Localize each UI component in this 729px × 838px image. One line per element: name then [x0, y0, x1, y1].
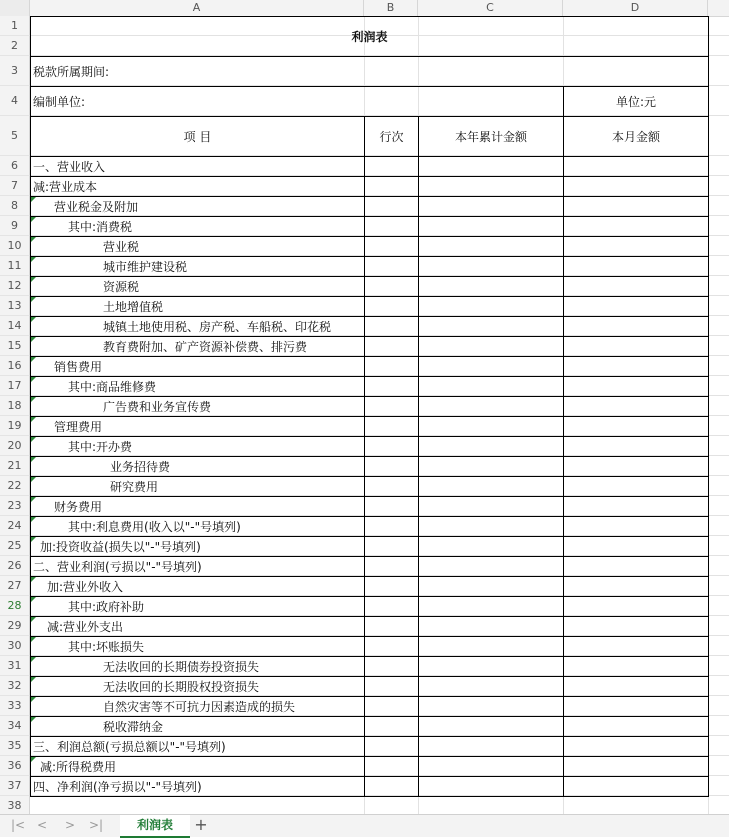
column-header-bar — [30, 0, 729, 17]
row-header[interactable]: 25 — [0, 536, 30, 556]
item-cell[interactable] — [31, 397, 365, 417]
month-amount-cell[interactable] — [564, 777, 709, 797]
item-cell[interactable] — [31, 357, 365, 377]
item-cell[interactable] — [31, 437, 365, 457]
row-header[interactable]: 3 — [0, 56, 30, 86]
month-amount-cell[interactable] — [564, 677, 709, 697]
ytd-amount-cell[interactable] — [419, 477, 564, 497]
line-cell[interactable] — [365, 377, 419, 397]
unit-cell[interactable] — [564, 87, 709, 117]
select-all-corner[interactable] — [0, 0, 30, 16]
line-cell[interactable] — [365, 417, 419, 437]
row-header[interactable]: 13 — [0, 296, 30, 316]
item-label: 其中:开办费 — [68, 440, 133, 454]
item-label: 土地增值税 — [103, 300, 164, 314]
row-header[interactable]: 33 — [0, 696, 30, 716]
item-label: 研究费用 — [110, 480, 159, 494]
row-header[interactable]: 15 — [0, 336, 30, 356]
row-header[interactable]: 18 — [0, 396, 30, 416]
error-indicator-icon — [31, 417, 36, 422]
table-row — [31, 717, 709, 737]
line-cell[interactable] — [365, 577, 419, 597]
item-label: 减:所得税费用 — [40, 760, 117, 774]
month-amount-cell[interactable] — [564, 617, 709, 637]
line-cell[interactable] — [365, 257, 419, 277]
line-cell[interactable] — [365, 777, 419, 797]
item-cell[interactable] — [31, 597, 365, 617]
month-amount-cell[interactable] — [564, 197, 709, 217]
line-cell[interactable] — [365, 337, 419, 357]
row-header[interactable]: 1 — [0, 16, 30, 36]
error-indicator-icon — [31, 317, 36, 322]
tax-period-label: 税款所属期间: — [33, 65, 110, 79]
row-header[interactable]: 37 — [0, 776, 30, 796]
ytd-amount-cell[interactable] — [419, 757, 564, 777]
error-indicator-icon — [31, 277, 36, 282]
next-sheet-icon[interactable]: > — [64, 818, 76, 832]
ytd-amount-cell[interactable] — [419, 277, 564, 297]
item-cell[interactable] — [31, 617, 365, 637]
row-header[interactable]: 34 — [0, 716, 30, 736]
month-amount-cell[interactable] — [564, 157, 709, 177]
row-header[interactable]: 10 — [0, 236, 30, 256]
month-amount-cell[interactable] — [564, 717, 709, 737]
month-amount-cell[interactable] — [564, 737, 709, 757]
item-label: 三、利润总额(亏损总额以"-"号填列) — [33, 740, 226, 754]
line-cell[interactable] — [365, 737, 419, 757]
table-row — [31, 637, 709, 657]
item-label: 其中:消费税 — [68, 220, 133, 234]
row-header[interactable]: 5 — [0, 116, 30, 156]
item-cell[interactable] — [31, 557, 365, 577]
error-indicator-icon — [31, 537, 36, 542]
item-label: 资源税 — [103, 280, 140, 294]
line-cell[interactable] — [365, 677, 419, 697]
line-cell[interactable] — [365, 317, 419, 337]
item-label: 其中:利息费用(收入以"-"号填列) — [68, 520, 241, 534]
table-row — [31, 737, 709, 757]
table-row — [31, 237, 709, 257]
ytd-amount-cell[interactable] — [419, 417, 564, 437]
item-label: 营业税金及附加 — [54, 200, 139, 214]
month-amount-cell[interactable] — [564, 397, 709, 417]
ytd-amount-cell[interactable] — [419, 697, 564, 717]
item-cell[interactable] — [31, 457, 365, 477]
item-label: 无法收回的长期股权投资损失 — [103, 680, 260, 694]
item-label: 销售费用 — [54, 360, 103, 374]
row-header[interactable]: 21 — [0, 456, 30, 476]
ytd-amount-cell[interactable] — [419, 717, 564, 737]
ytd-amount-cell[interactable] — [419, 557, 564, 577]
error-indicator-icon — [31, 257, 36, 262]
first-sheet-icon[interactable]: |< — [10, 818, 26, 832]
column-header-d[interactable]: D — [563, 0, 708, 16]
prev-sheet-icon[interactable]: < — [36, 818, 48, 832]
row-header[interactable]: 29 — [0, 616, 30, 636]
ytd-amount-cell[interactable] — [419, 237, 564, 257]
item-cell[interactable] — [31, 177, 365, 197]
line-cell[interactable] — [365, 177, 419, 197]
row-header[interactable]: 23 — [0, 496, 30, 516]
company-cell[interactable] — [31, 87, 564, 117]
item-cell[interactable] — [31, 337, 365, 357]
line-cell[interactable] — [365, 597, 419, 617]
sheet-tab-profit[interactable]: 利润表 — [120, 815, 190, 838]
ytd-amount-cell[interactable] — [419, 337, 564, 357]
ytd-amount-cell[interactable] — [419, 377, 564, 397]
item-cell[interactable] — [31, 537, 365, 557]
line-cell[interactable] — [365, 157, 419, 177]
item-cell[interactable] — [31, 497, 365, 517]
item-cell[interactable] — [31, 577, 365, 597]
error-indicator-icon — [31, 297, 36, 302]
item-label: 城镇土地使用税、房产税、车船税、印花税 — [103, 320, 332, 334]
header-month-amount[interactable]: 本月金额 — [564, 117, 709, 157]
item-label: 管理费用 — [54, 420, 103, 434]
error-indicator-icon — [31, 577, 36, 582]
item-label: 加:营业外收入 — [47, 580, 124, 594]
ytd-amount-cell[interactable] — [419, 597, 564, 617]
error-indicator-icon — [31, 697, 36, 702]
statement-title[interactable]: 利润表 — [31, 17, 709, 57]
line-cell[interactable] — [365, 457, 419, 477]
month-amount-cell[interactable] — [564, 477, 709, 497]
line-cell[interactable] — [365, 437, 419, 457]
line-cell[interactable] — [365, 757, 419, 777]
error-indicator-icon — [31, 517, 36, 522]
row-header[interactable]: 20 — [0, 436, 30, 456]
ytd-amount-cell[interactable] — [419, 297, 564, 317]
row-header[interactable]: 6 — [0, 156, 30, 176]
item-label: 其中:商品维修费 — [68, 380, 157, 394]
table-row — [31, 517, 709, 537]
item-cell[interactable] — [31, 197, 365, 217]
ytd-amount-cell[interactable] — [419, 217, 564, 237]
column-header-a[interactable]: A — [30, 0, 364, 16]
item-label: 财务费用 — [54, 500, 103, 514]
error-indicator-icon — [31, 637, 36, 642]
row-header[interactable]: 24 — [0, 516, 30, 536]
table-row — [31, 477, 709, 497]
month-amount-cell[interactable] — [564, 557, 709, 577]
table-row — [31, 197, 709, 217]
line-cell[interactable] — [365, 717, 419, 737]
month-amount-cell[interactable] — [564, 417, 709, 437]
ytd-amount-cell[interactable] — [419, 317, 564, 337]
row-header[interactable]: 35 — [0, 736, 30, 756]
item-cell[interactable] — [31, 477, 365, 497]
error-indicator-icon — [31, 597, 36, 602]
line-cell[interactable] — [365, 517, 419, 537]
error-indicator-icon — [31, 357, 36, 362]
ytd-amount-cell[interactable] — [419, 737, 564, 757]
row-header[interactable]: 2 — [0, 36, 30, 56]
error-indicator-icon — [31, 397, 36, 402]
error-indicator-icon — [31, 477, 36, 482]
table-row — [31, 177, 709, 197]
last-sheet-icon[interactable]: >| — [88, 818, 104, 832]
row-header[interactable]: 11 — [0, 256, 30, 276]
ytd-amount-cell[interactable] — [419, 777, 564, 797]
month-amount-cell[interactable] — [564, 537, 709, 557]
item-label: 自然灾害等不可抗力因素造成的损失 — [103, 700, 296, 714]
table-row — [31, 277, 709, 297]
ytd-amount-cell[interactable] — [419, 497, 564, 517]
month-amount-cell[interactable] — [564, 277, 709, 297]
table-row — [31, 697, 709, 717]
table-row — [31, 617, 709, 637]
line-cell[interactable] — [365, 397, 419, 417]
month-amount-cell[interactable] — [564, 577, 709, 597]
tax-period-cell[interactable] — [31, 57, 709, 87]
item-cell[interactable] — [31, 517, 365, 537]
line-cell[interactable] — [365, 557, 419, 577]
ytd-amount-cell[interactable] — [419, 177, 564, 197]
table-row — [31, 417, 709, 437]
item-label: 税收滞纳金 — [103, 720, 164, 734]
row-header[interactable]: 26 — [0, 556, 30, 576]
row-header[interactable]: 8 — [0, 196, 30, 216]
month-amount-cell[interactable] — [564, 497, 709, 517]
item-cell[interactable] — [31, 777, 365, 797]
line-cell[interactable] — [365, 237, 419, 257]
item-label: 广告费和业务宣传费 — [103, 400, 212, 414]
ytd-amount-cell[interactable] — [419, 637, 564, 657]
row-header[interactable]: 31 — [0, 656, 30, 676]
line-cell[interactable] — [365, 497, 419, 517]
item-label: 教育费附加、矿产资源补偿费、排污费 — [103, 340, 308, 354]
row-header[interactable]: 36 — [0, 756, 30, 776]
month-amount-cell[interactable] — [564, 457, 709, 477]
line-cell[interactable] — [365, 277, 419, 297]
item-cell[interactable] — [31, 757, 365, 777]
month-amount-cell[interactable] — [564, 337, 709, 357]
error-indicator-icon — [31, 237, 36, 242]
table-row — [31, 217, 709, 237]
company-label: 编制单位: — [33, 95, 86, 109]
row-header[interactable]: 4 — [0, 86, 30, 116]
item-label: 一、营业收入 — [33, 160, 106, 174]
line-cell[interactable] — [365, 617, 419, 637]
ytd-amount-cell[interactable] — [419, 617, 564, 637]
table-row — [31, 337, 709, 357]
table-row — [31, 377, 709, 397]
table-row — [31, 777, 709, 797]
item-cell[interactable] — [31, 377, 365, 397]
ytd-amount-cell[interactable] — [419, 457, 564, 477]
item-label: 其中:政府补助 — [68, 600, 145, 614]
month-amount-cell[interactable] — [564, 757, 709, 777]
item-cell[interactable] — [31, 737, 365, 757]
item-cell[interactable] — [31, 297, 365, 317]
row-header[interactable]: 22 — [0, 476, 30, 496]
row-header[interactable]: 30 — [0, 636, 30, 656]
item-label: 四、净利润(净亏损以"-"号填列) — [33, 780, 202, 794]
month-amount-cell[interactable] — [564, 257, 709, 277]
month-amount-cell[interactable] — [564, 317, 709, 337]
table-row — [31, 497, 709, 517]
ytd-amount-cell[interactable] — [419, 657, 564, 677]
row-header[interactable]: 7 — [0, 176, 30, 196]
month-amount-cell[interactable] — [564, 217, 709, 237]
item-label: 业务招待费 — [110, 460, 171, 474]
row-header[interactable]: 9 — [0, 216, 30, 236]
table-row — [31, 557, 709, 577]
error-indicator-icon — [31, 377, 36, 382]
month-amount-cell[interactable] — [564, 517, 709, 537]
table-row — [31, 657, 709, 677]
table-row — [31, 537, 709, 557]
header-item[interactable]: 项 目 — [31, 117, 365, 157]
item-cell[interactable] — [31, 657, 365, 677]
row-header[interactable]: 12 — [0, 276, 30, 296]
line-cell[interactable] — [365, 637, 419, 657]
month-amount-cell[interactable] — [564, 377, 709, 397]
row-header[interactable]: 28 — [0, 596, 30, 616]
table-row — [31, 677, 709, 697]
row-header[interactable]: 14 — [0, 316, 30, 336]
ytd-amount-cell[interactable] — [419, 357, 564, 377]
table-row — [31, 597, 709, 617]
table-row — [31, 437, 709, 457]
line-cell[interactable] — [365, 197, 419, 217]
line-cell[interactable] — [365, 297, 419, 317]
row-header[interactable]: 19 — [0, 416, 30, 436]
table-row — [31, 757, 709, 777]
item-cell[interactable] — [31, 697, 365, 717]
row-header[interactable]: 17 — [0, 376, 30, 396]
unit-label: 单位:元 — [615, 95, 657, 109]
ytd-amount-cell[interactable] — [419, 257, 564, 277]
line-cell[interactable] — [365, 537, 419, 557]
item-label: 二、营业利润(亏损以"-"号填列) — [33, 560, 202, 574]
error-indicator-icon — [31, 197, 36, 202]
ytd-amount-cell[interactable] — [419, 157, 564, 177]
line-cell[interactable] — [365, 657, 419, 677]
table-row — [31, 577, 709, 597]
month-amount-cell[interactable] — [564, 657, 709, 677]
item-label: 加:投资收益(损失以"-"号填列) — [40, 540, 201, 554]
ytd-amount-cell[interactable] — [419, 397, 564, 417]
table-row — [31, 297, 709, 317]
item-label: 减:营业成本 — [33, 180, 98, 194]
error-indicator-icon — [31, 757, 36, 762]
error-indicator-icon — [31, 217, 36, 222]
column-header-b[interactable]: B — [364, 0, 418, 16]
table-row — [31, 317, 709, 337]
error-indicator-icon — [31, 437, 36, 442]
item-cell[interactable] — [31, 637, 365, 657]
month-amount-cell[interactable] — [564, 297, 709, 317]
row-header[interactable]: 32 — [0, 676, 30, 696]
item-cell[interactable] — [31, 217, 365, 237]
error-indicator-icon — [31, 717, 36, 722]
item-cell[interactable] — [31, 677, 365, 697]
item-cell[interactable] — [31, 317, 365, 337]
ytd-amount-cell[interactable] — [419, 537, 564, 557]
header-line-number[interactable]: 行次 — [365, 117, 419, 157]
month-amount-cell[interactable] — [564, 597, 709, 617]
line-cell[interactable] — [365, 357, 419, 377]
ytd-amount-cell[interactable] — [419, 677, 564, 697]
item-cell[interactable] — [31, 157, 365, 177]
month-amount-cell[interactable] — [564, 177, 709, 197]
table-row — [31, 357, 709, 377]
item-cell[interactable] — [31, 257, 365, 277]
month-amount-cell[interactable] — [564, 697, 709, 717]
item-cell[interactable] — [31, 277, 365, 297]
item-cell[interactable] — [31, 717, 365, 737]
item-label: 无法收回的长期债券投资损失 — [103, 660, 260, 674]
item-cell[interactable] — [31, 237, 365, 257]
month-amount-cell[interactable] — [564, 357, 709, 377]
error-indicator-icon — [31, 337, 36, 342]
ytd-amount-cell[interactable] — [419, 577, 564, 597]
sheet-tab-bar — [0, 814, 729, 837]
table-row — [31, 157, 709, 177]
error-indicator-icon — [31, 617, 36, 622]
column-header-c[interactable]: C — [418, 0, 563, 16]
month-amount-cell[interactable] — [564, 437, 709, 457]
error-indicator-icon — [31, 677, 36, 682]
table-row — [31, 457, 709, 477]
error-indicator-icon — [31, 457, 36, 462]
line-cell[interactable] — [365, 217, 419, 237]
error-indicator-icon — [31, 657, 36, 662]
month-amount-cell[interactable] — [564, 637, 709, 657]
item-label: 减:营业外支出 — [47, 620, 124, 634]
line-cell[interactable] — [365, 697, 419, 717]
row-header[interactable]: 16 — [0, 356, 30, 376]
table-row — [31, 397, 709, 417]
ytd-amount-cell[interactable] — [419, 517, 564, 537]
item-label: 其中:坏账损失 — [68, 640, 145, 654]
month-amount-cell[interactable] — [564, 237, 709, 257]
item-label: 城市维护建设税 — [103, 260, 188, 274]
table-row — [31, 257, 709, 277]
add-sheet-icon[interactable]: + — [194, 815, 208, 834]
profit-statement-table — [30, 16, 709, 797]
item-cell[interactable] — [31, 417, 365, 437]
ytd-amount-cell[interactable] — [419, 437, 564, 457]
row-header[interactable]: 38 — [0, 796, 30, 816]
row-header[interactable]: 27 — [0, 576, 30, 596]
header-ytd-amount[interactable]: 本年累计金额 — [419, 117, 564, 157]
ytd-amount-cell[interactable] — [419, 197, 564, 217]
line-cell[interactable] — [365, 477, 419, 497]
item-label: 营业税 — [103, 240, 140, 254]
error-indicator-icon — [31, 497, 36, 502]
